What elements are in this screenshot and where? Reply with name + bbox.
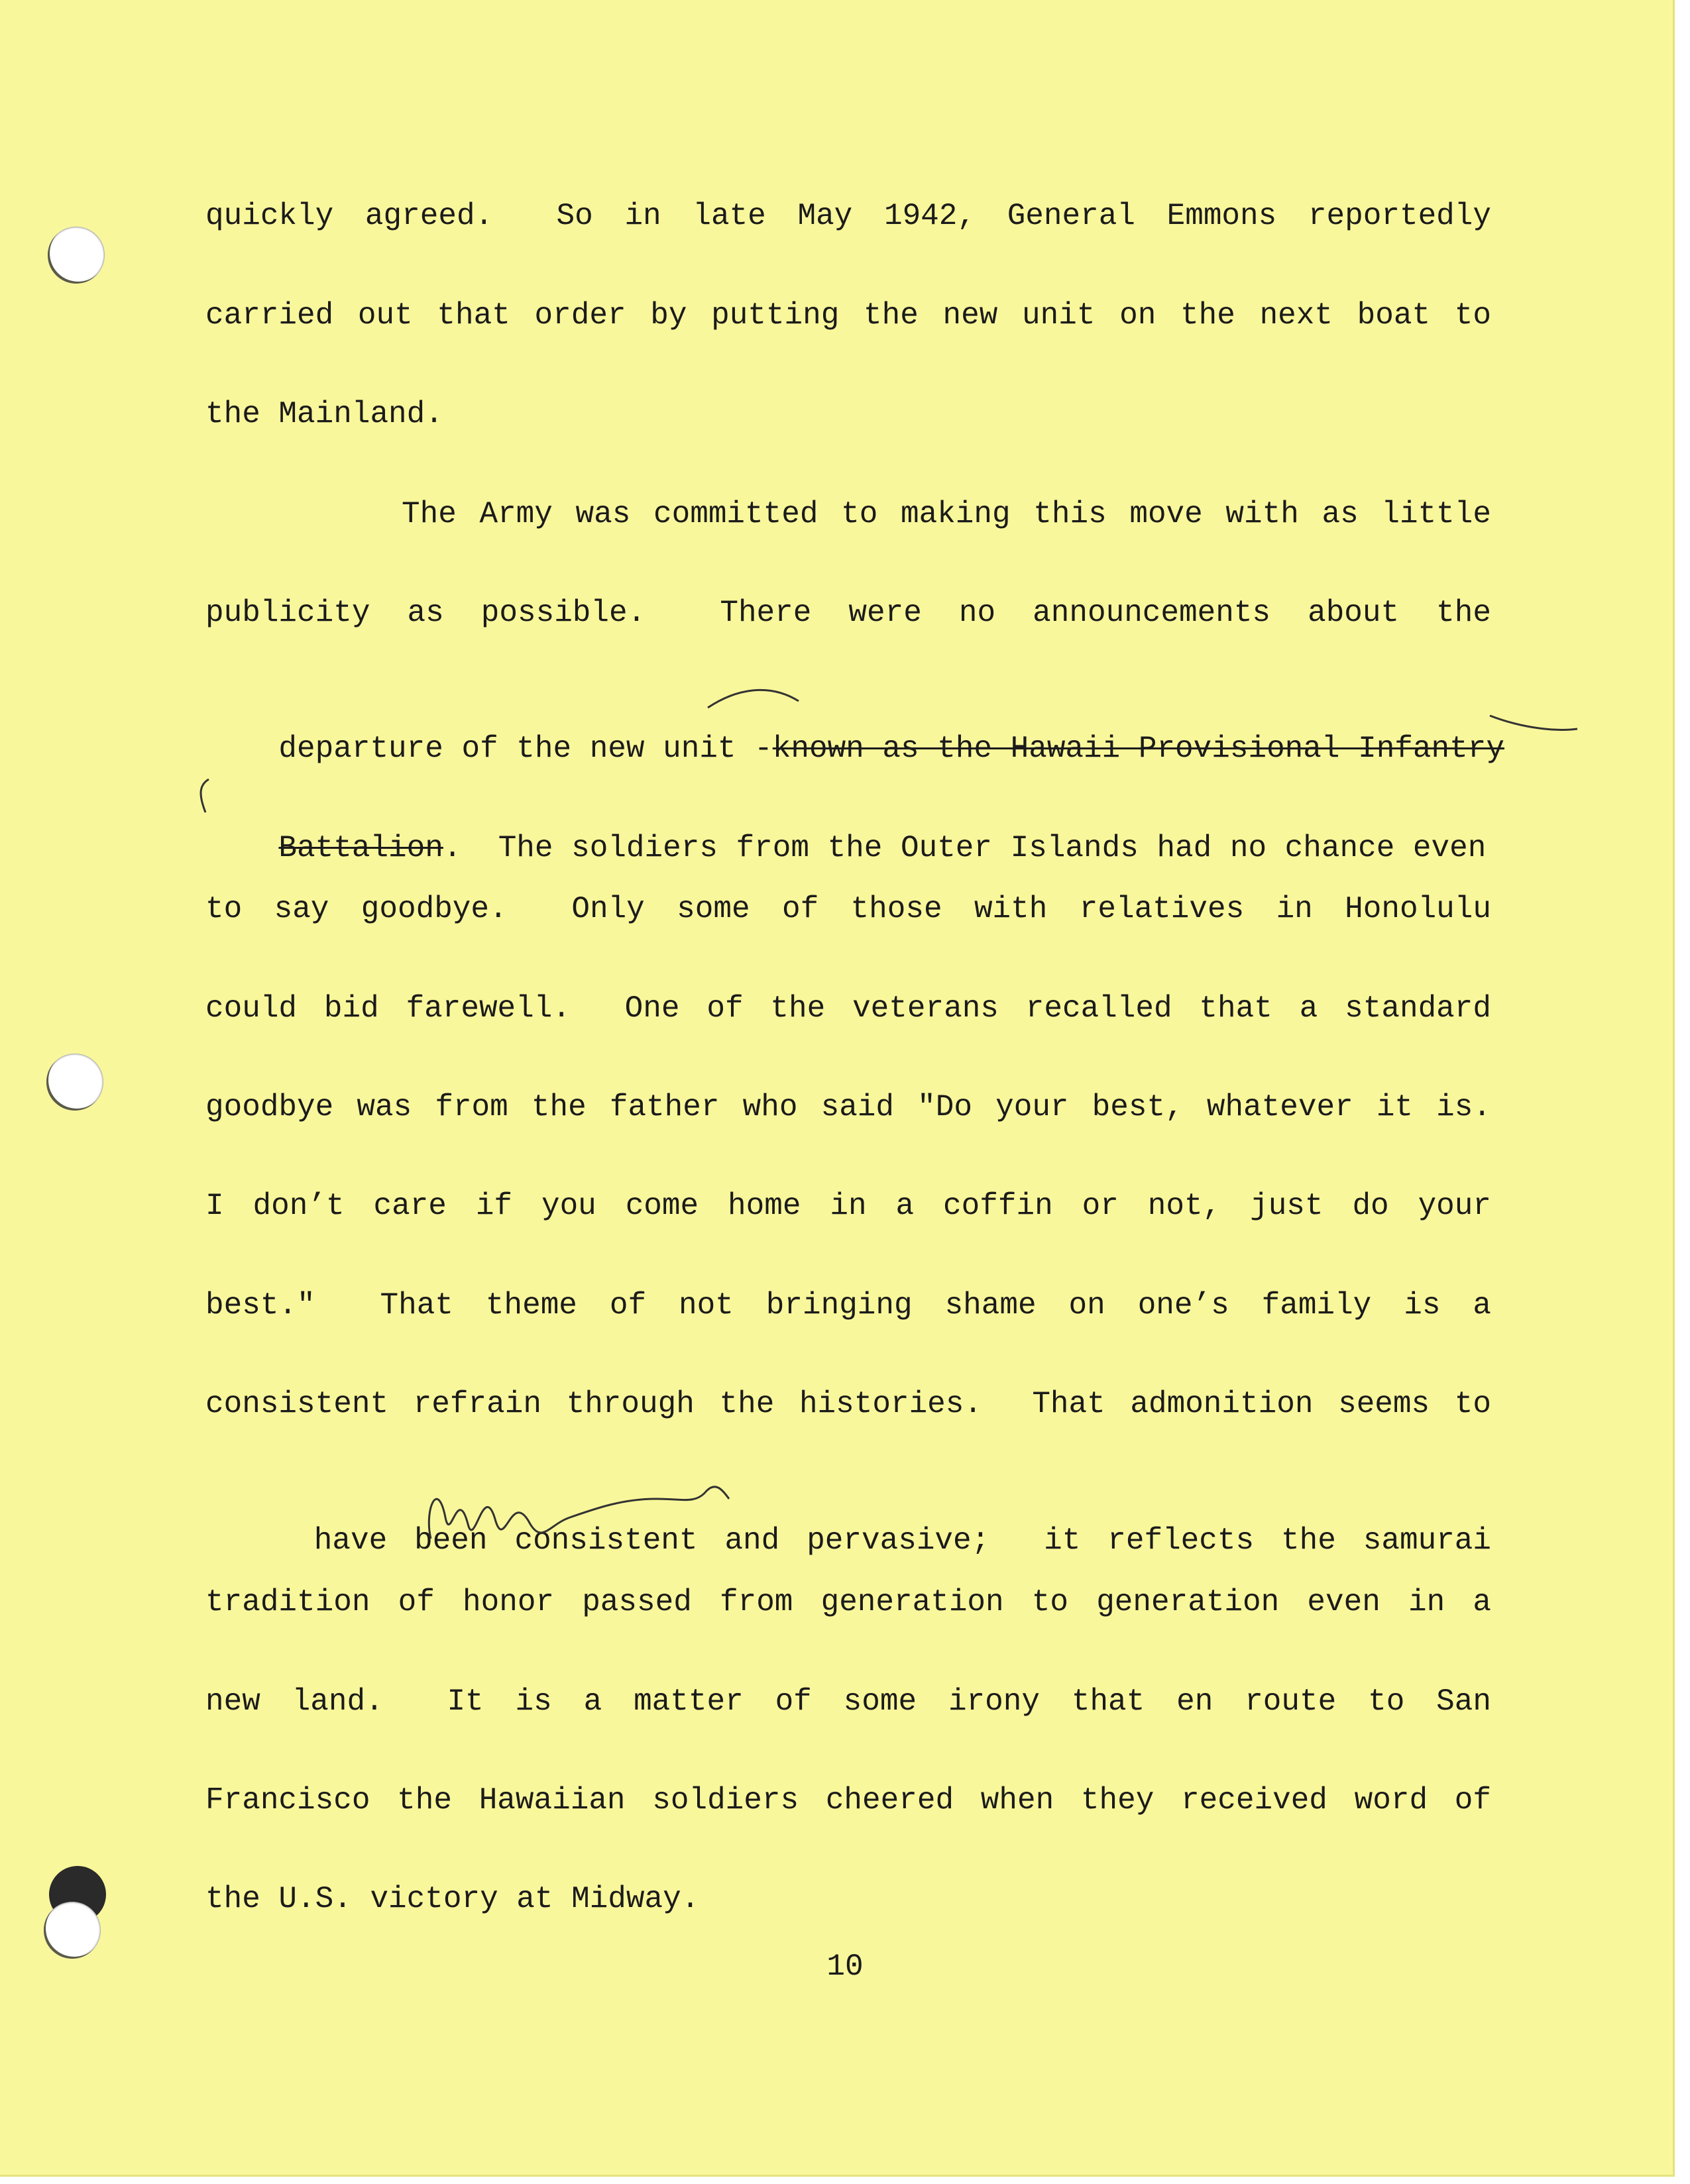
text-line: to say goodbye. Only some of those with relatives in Honolulu: [205, 892, 1491, 926]
text-line: I don’t care if you come home in a coffin or not, just do your: [205, 1189, 1491, 1223]
binder-hole-top: [48, 227, 105, 284]
text-line: [205, 693, 1504, 766]
text-line: Francisco the Hawaiian soldiers cheered when they received word of: [205, 1783, 1491, 1818]
text-line: consistent refrain through the histories. That admonition seems to: [205, 1387, 1491, 1421]
text-line: publicity as possible. There were no announcements about the: [205, 596, 1491, 630]
text-segment: departure of the new unit -: [278, 732, 773, 766]
text-line: [205, 1485, 1492, 1558]
page-number: 10: [826, 1949, 864, 1984]
text-line: The Army was committed to making this move with as little: [402, 497, 1491, 531]
text-segment: have been: [313, 1523, 515, 1558]
text-line: quickly agreed. So in late May 1942, General Emmons reportedly: [205, 199, 1491, 233]
binder-hole-bottom: [44, 1902, 101, 1959]
scribbled-out-text: consistent and: [514, 1523, 780, 1558]
text-line: could bid farewell. One of the veterans recalled that a standard: [205, 991, 1491, 1026]
text-line: the Mainland.: [205, 397, 443, 431]
text-line: best." That theme of not bringing shame on one’s family is a: [205, 1288, 1491, 1323]
text-line: goodbye was from the father who said "Do your best, whatever it is.: [205, 1090, 1491, 1124]
text-line: carried out that order by putting the new unit on the next boat to: [205, 298, 1491, 333]
text-segment: . The soldiers from the Outer Islands had no chance even: [443, 831, 1487, 865]
text-segment: pervasive; it reflects the samurai: [779, 1523, 1492, 1558]
text-line: the U.S. victory at Midway.: [205, 1882, 700, 1916]
deletion-line-extension: [1490, 716, 1577, 730]
text-line: new land. It is a matter of some irony that en route to San: [205, 1684, 1491, 1719]
struck-through-text: known as the Hawaii Provisional Infantry: [772, 732, 1504, 766]
text-line: [205, 792, 1491, 865]
text-line: tradition of honor passed from generation to generation even in a: [205, 1585, 1491, 1619]
struck-through-text: Battalion: [278, 831, 443, 865]
binder-hole-middle: [46, 1054, 103, 1111]
